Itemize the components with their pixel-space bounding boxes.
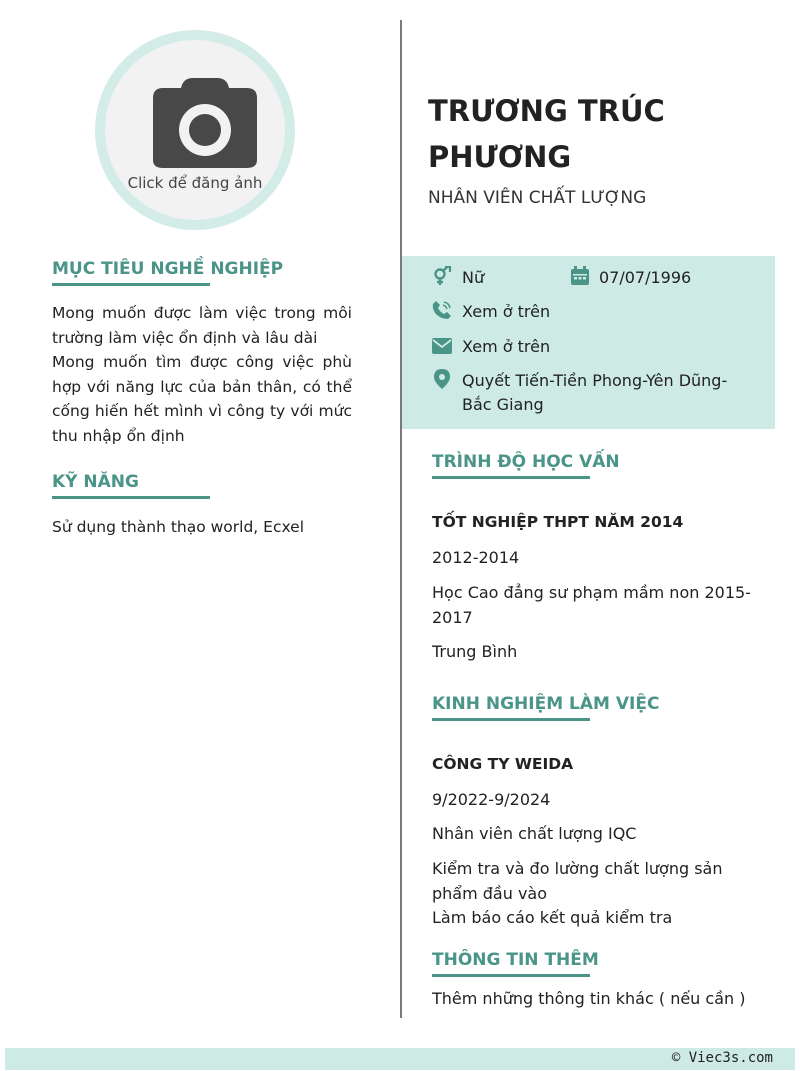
gender-value: Nữ — [462, 268, 485, 287]
objective-line: Mong muốn tìm được công việc phù hợp với năng lực của bản thân, có thể cống hiến hết mình vì công ty với mức thu nhập ổn định — [52, 353, 352, 445]
experience-tasks — [432, 857, 767, 931]
job-title: NHÂN VIÊN CHẤT LƯỢNG — [428, 188, 647, 208]
extra-title: THÔNG TIN THÊM — [432, 950, 599, 970]
education-detail: Học Cao đẳng sư phạm mầm non 2015-2017 — [432, 583, 751, 627]
objective-text — [52, 301, 352, 448]
education-grade: Trung Bình — [432, 642, 518, 661]
extra-text: Thêm những thông tin khác ( nếu cần ) — [432, 989, 746, 1008]
education-heading: TỐT NGHIỆP THPT NĂM 2014 — [432, 513, 684, 531]
photo-caption: Click để đăng ảnh — [127, 174, 263, 192]
experience-underline — [432, 718, 590, 721]
objective-line: Mong muốn được làm việc trong môi trường làm việc ổn định và lâu dài — [52, 304, 352, 347]
education-years: 2012-2014 — [432, 548, 520, 567]
email-value: Xem ở trên — [462, 337, 551, 356]
skills-title: KỸ NĂNG — [52, 472, 139, 492]
location-icon — [432, 369, 452, 389]
skills-underline — [52, 496, 210, 499]
candidate-name: TRƯƠNG TRÚC PHƯƠNG — [428, 94, 665, 174]
experience-task: Làm báo cáo kết quả kiểm tra — [432, 908, 673, 927]
experience-period: 9/2022-9/2024 — [432, 790, 551, 809]
email-icon — [432, 336, 452, 356]
skills-text: Sử dụng thành thạo world, Ecxel — [52, 518, 305, 536]
extra-underline — [432, 974, 590, 977]
experience-task: Kiểm tra và đo lường chất lượng sản phẩm đầu vào — [432, 859, 723, 903]
photo-placeholder[interactable] — [105, 40, 285, 220]
education-underline — [432, 476, 590, 479]
birthday-value: 07/07/1996 — [599, 268, 692, 287]
phone-value: Xem ở trên — [462, 302, 551, 321]
column-divider — [400, 20, 402, 1018]
footer-bar — [5, 1048, 795, 1070]
objective-underline — [52, 283, 210, 286]
address-value: Quyết Tiến-Tiền Phong-Yên Dũng-Bắc Giang — [462, 371, 728, 414]
experience-title: KINH NGHIỆM LÀM VIỆC — [432, 694, 660, 714]
objective-title: MỤC TIÊU NGHỀ NGHIỆP — [52, 259, 284, 279]
experience-company: CÔNG TY WEIDA — [432, 755, 574, 773]
photo-upload[interactable] — [95, 30, 295, 230]
footer-copyright: © Viec3s.com — [671, 1050, 773, 1066]
education-title: TRÌNH ĐỘ HỌC VẤN — [432, 452, 620, 472]
camera-icon — [151, 76, 259, 170]
contact-panel — [402, 256, 775, 429]
gender-icon — [432, 266, 452, 286]
calendar-icon — [570, 266, 590, 286]
experience-role: Nhân viên chất lượng IQC — [432, 824, 637, 843]
phone-icon — [432, 300, 452, 320]
